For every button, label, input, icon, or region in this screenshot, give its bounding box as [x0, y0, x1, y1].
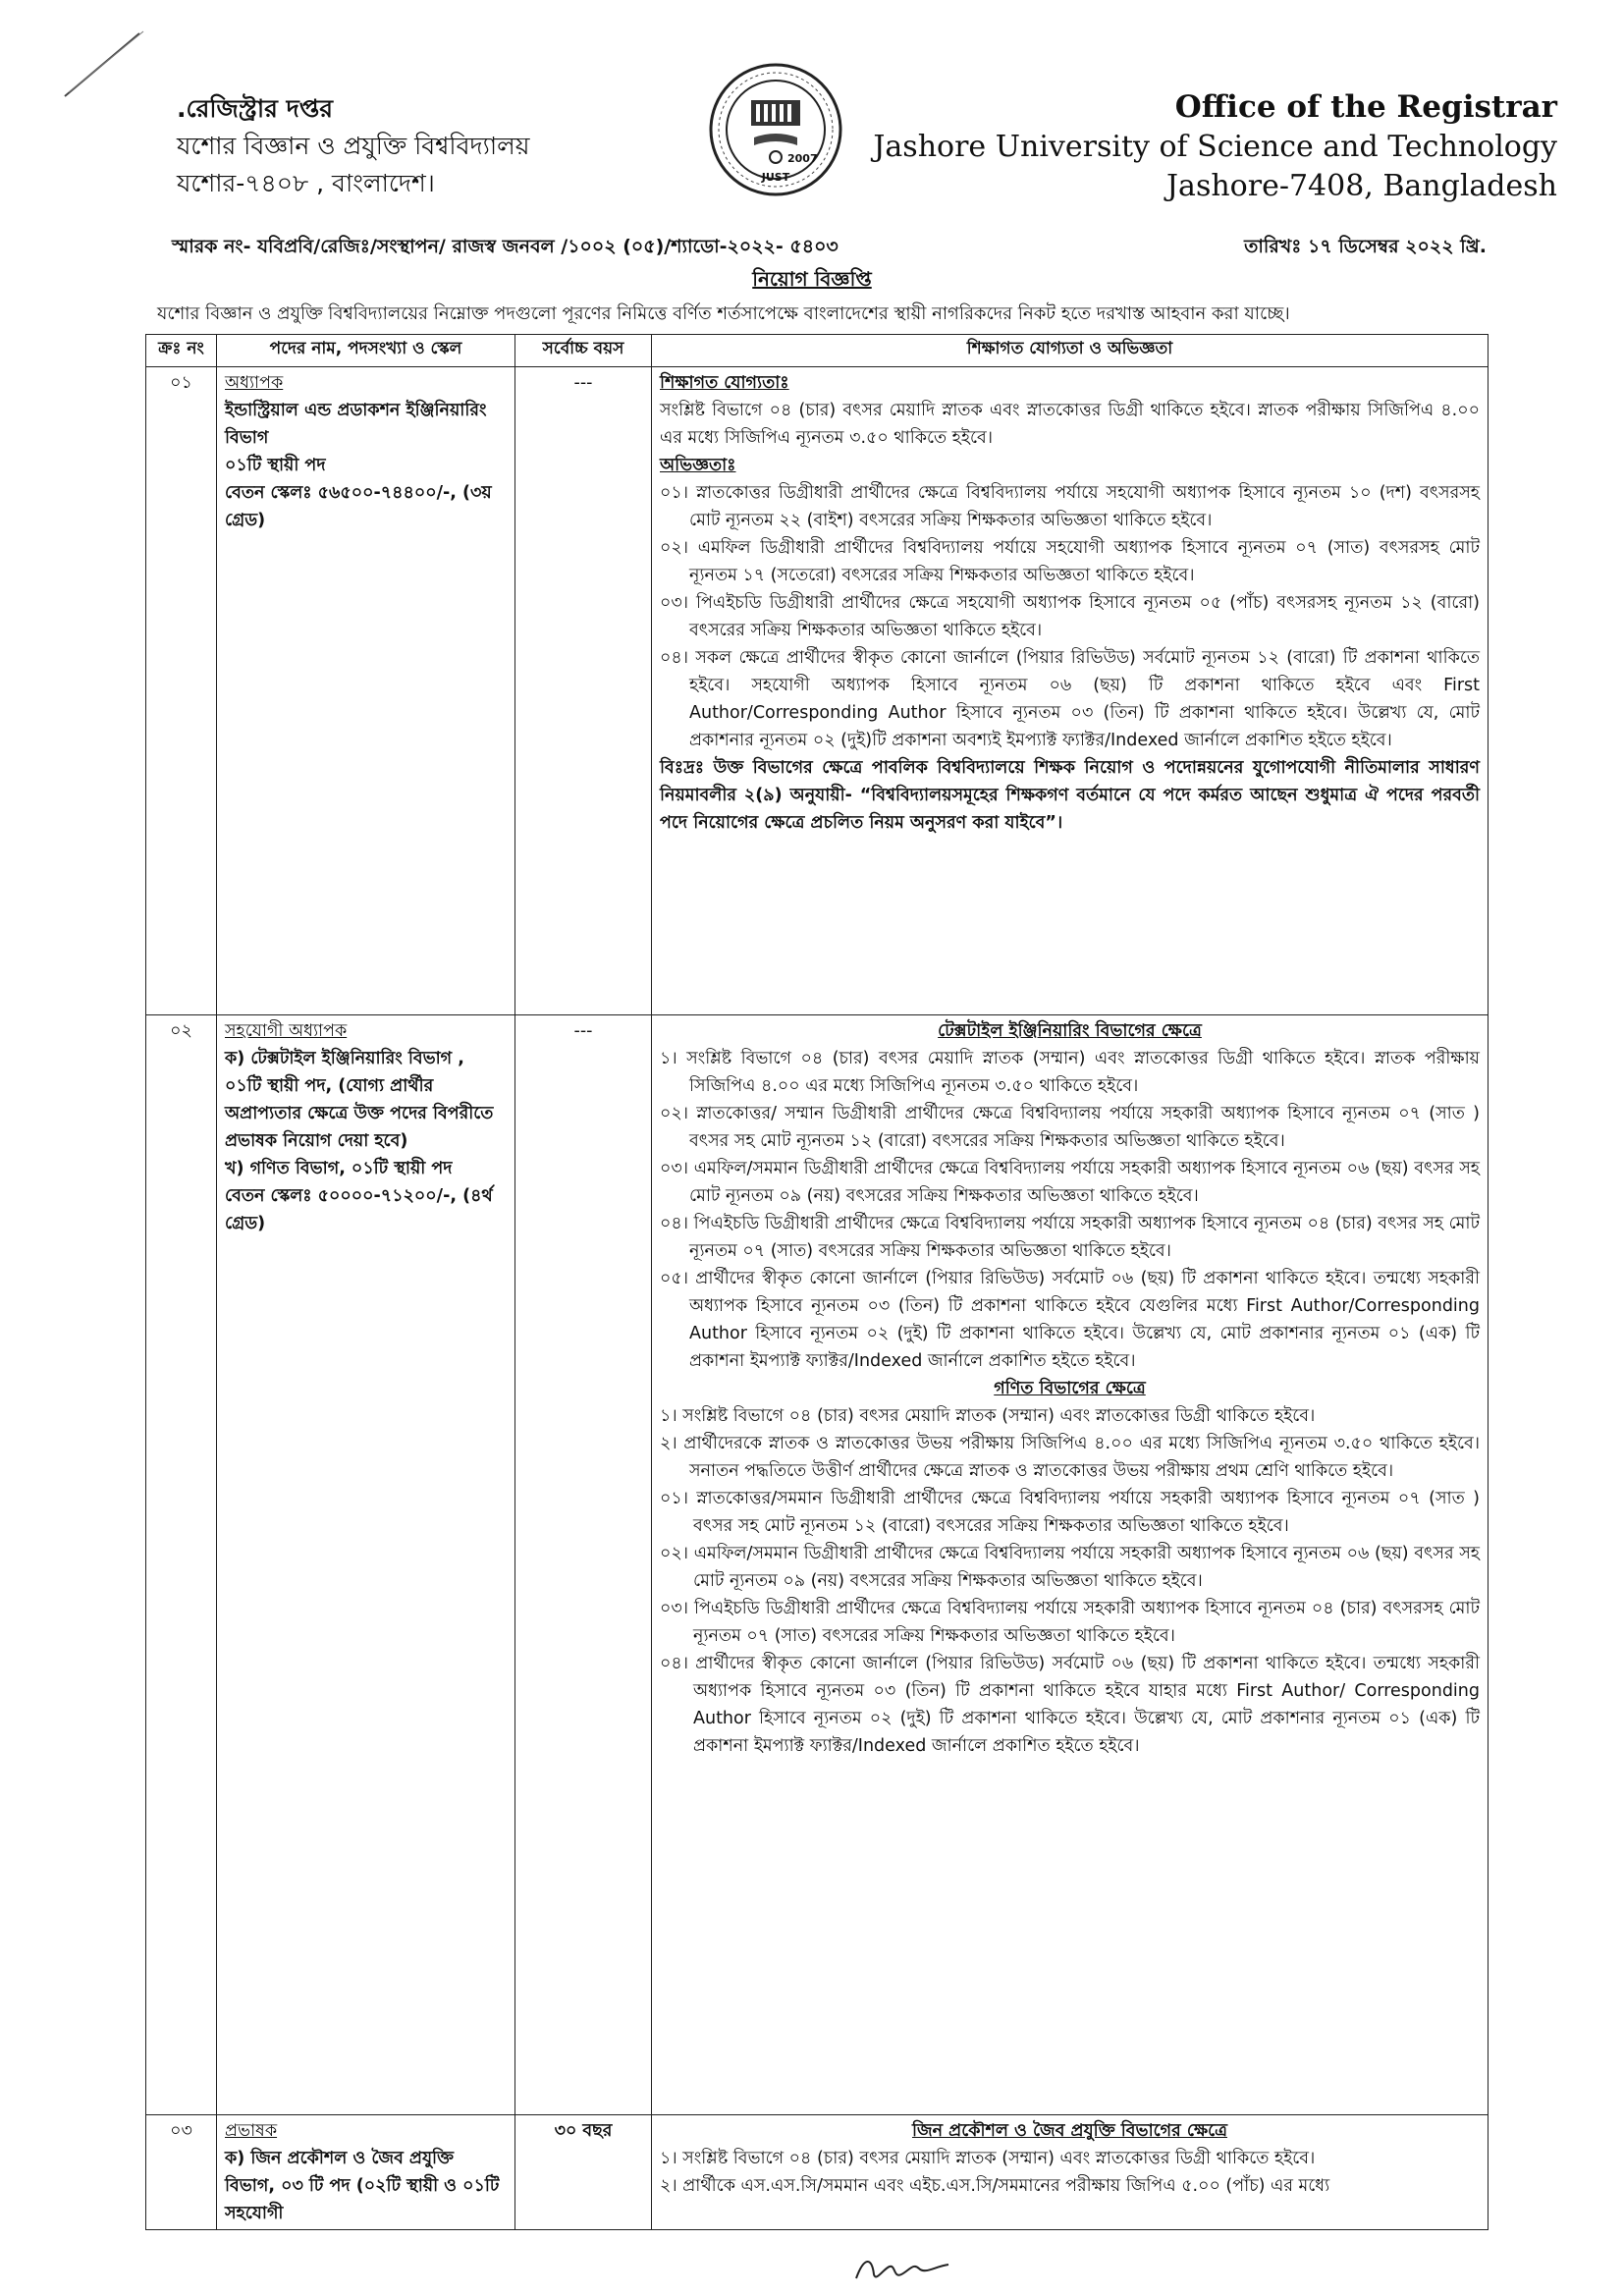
section-heading: টেক্সটাইল ইঞ্জিনিয়ারিং বিভাগের ক্ষেত্রে — [938, 1021, 1202, 1041]
requirement-item: ০২। এমফিল/সমমান ডিগ্রীধারী প্রার্থীদের ক্ষেত্রে বিশ্ববিদ্যালয় পর্যায়ে সহকারী অধ্যাপক হিসাবে ন্যূনতম ০৬ (ছয়) বৎসর সহ মোট ন্যূনতম ০৯ (নয়) বৎসরের সক্রিয় শিক্ষকতার অভিজ্ঞতা থাকিতে হইবে। — [660, 1544, 1480, 1591]
university-name-en: Jashore University of Science and Technology — [873, 130, 1557, 164]
experience-heading: অভিজ্ঞতাঃ — [660, 456, 736, 475]
row-serial: ০৩ — [146, 2115, 217, 2230]
table-row — [146, 2115, 1489, 2230]
header-serial: ক্রঃ নং — [146, 335, 217, 367]
post-department: খ) গণিত বিভাগ, ০১টি স্থায়ী পদ — [225, 1159, 453, 1178]
table-header-row — [146, 335, 1489, 367]
post-department: ক) জিন প্রকৌশল ও জৈব প্রযুক্তি বিভাগ, ০৩ টি পদ (০২টি স্থায়ী ও ০১টি সহযোগী — [225, 2149, 500, 2223]
logo-year: 2007 — [787, 152, 818, 165]
row-age: ৩০ বছর — [515, 2115, 652, 2230]
requirement-item: ০২। স্নাতকোত্তর/ সম্মান ডিগ্রীধারী প্রার্থীদের ক্ষেত্রে বিশ্ববিদ্যালয় পর্যায়ে সহকারী অধ্যাপক হিসাবে ন্যূনতম ০৭ (সাত ) বৎসর সহ মোট ন্যূনতম ১২ (বারো) বৎসরের সক্রিয় শিক্ষকতার অভিজ্ঞতা থাকিতে হইবে। — [660, 1104, 1480, 1151]
header-post: পদের নাম, পদসংখ্যা ও স্কেল — [217, 335, 515, 367]
post-title: সহযোগী অধ্যাপক — [225, 1021, 348, 1041]
university-address-bn: যশোর-৭৪০৮ , বাংলাদেশ। — [177, 169, 435, 197]
header-qualification: শিক্ষাগত যোগ্যতা ও অভিজ্ঞতা — [652, 335, 1489, 367]
requirement-item: ১। সংশ্লিষ্ট বিভাগে ০৪ (চার) বৎসর মেয়াদি স্নাতক (সম্মান) এবং স্নাতকোত্তর ডিগ্রী থাকিতে হইবে। স্নাতক পরীক্ষায় সিজিপিএ ৪.০০ এর মধ্যে সিজিপিএ ন্যূনতম ৩.৫০ থাকিতে হইবে। — [660, 1049, 1480, 1096]
office-name-en: Office of the Registrar — [1174, 89, 1557, 125]
table-row — [146, 1015, 1489, 2115]
experience-item: ০৩। পিএইচডি ডিগ্রীধারী প্রার্থীদের ক্ষেত্রে সহযোগী অধ্যাপক হিসাবে ন্যূনতম ০৫ (পাঁচ) বৎসরসহ ন্যূনতম ১২ (বারো) বৎসরের সক্রিয় শিক্ষকতার অভিজ্ঞতা থাকিতে হইবে। — [660, 593, 1480, 640]
experience-item: ০৪। সকল ক্ষেত্রে প্রার্থীদের স্বীকৃত কোনো জার্নালে (পিয়ার রিভিউড) সর্বমোট ন্যূনতম ১২ (বারো) টি প্রকাশনা থাকিতে হইবে। সহযোগী অধ্যাপক হিসাবে ন্যূনতম ০৬ (ছয়) টি প্রকাশনা থাকিতে হইবে এবং First Author/Corresponding Author হিসাবে ন্যূনতম ০৩ (তিন) টি প্রকাশনা থাকিতে হইবে। উল্লেখ্য যে, মোট প্রকাশনার ন্যূনতম ০২ (দুই)টি প্রকাশনা অবশ্যই ইমপ্যাক্ট ফ্যাক্টর/Indexed জার্নালে প্রকাশিত হইতে হইবে। — [660, 648, 1480, 750]
post-count: ০১টি স্থায়ী পদ — [225, 456, 326, 475]
requirement-item: ০৩। পিএইচডি ডিগ্রীধারী প্রার্থীদের ক্ষেত্রে বিশ্ববিদ্যালয় পর্যায়ে সহকারী অধ্যাপক হিসাবে ন্যূনতম ০৪ (চার) বৎসরসহ মোট ন্যূনতম ০৭ (সাত) বৎসরের সক্রিয় শিক্ষকতার অভিজ্ঞতা থাকিতে হইবে। — [660, 1599, 1480, 1646]
requirement-item: ২। প্রার্থীদেরকে স্নাতক ও স্নাতকোত্তর উভয় পরীক্ষায় সিজিপিএ ৪.০০ এর মধ্যে সিজিপিএ ন্যূনতম ৩.৫০ থাকিতে হইবে। সনাতন পদ্ধতিতে উত্তীর্ণ প্রার্থীদের ক্ষেত্রে স্নাতক ও স্নাতকোত্তর উভয় পরীক্ষায় প্রথম শ্রেণি থাকিতে হইবে। — [660, 1434, 1480, 1481]
section-heading: গণিত বিভাগের ক্ষেত্রে — [994, 1379, 1146, 1398]
post-salary-scale: বেতন স্কেলঃ ৫০০০০-৭১২০০/-, (৪র্থ গ্রেড) — [225, 1186, 493, 1233]
memo-date: তারিখঃ ১৭ ডিসেম্বর ২০২২ খ্রি. — [1244, 236, 1487, 257]
table-row — [146, 367, 1489, 1015]
post-cell — [217, 2115, 515, 2230]
requirement-item: ১। সংশ্লিষ্ট বিভাগে ০৪ (চার) বৎসর মেয়াদি স্নাতক (সম্মান) এবং স্নাতকোত্তর ডিগ্রী থাকিতে হইবে। — [660, 1406, 1316, 1426]
qualification-cell — [652, 367, 1489, 1015]
university-name-bn: যশোর বিজ্ঞান ও প্রযুক্তি বিশ্ববিদ্যালয় — [177, 132, 530, 160]
post-cell — [217, 1015, 515, 2115]
qualification-text: সংশ্লিষ্ট বিভাগে ০৪ (চার) বৎসর মেয়াদি স্নাতক এবং স্নাতকোত্তর ডিগ্রী থাকিতে হইবে। স্নাতক পরীক্ষায় সিজিপিএ ৪.০০ এর মধ্যে সিজিপিএ ন্যূনতম ৩.৫০ থাকিতে হইবে। — [660, 401, 1480, 448]
note-text: বিঃদ্রঃ উক্ত বিভাগের ক্ষেত্রে পাবলিক বিশ্ববিদ্যালয়ে শিক্ষক নিয়োগ ও পদোন্নয়নের যুগোপযোগী নীতিমালার সাধারণ নিয়মাবলীর ২(৯) অনুযায়ী- “বিশ্ববিদ্যালয়সমূহের শিক্ষকগণ বর্তমানে যে পদে কর্মরত আছেন শুধুমাত্র ঐ পদের পরবর্তী পদে নিয়োগের ক্ষেত্রে প্রচলিত নিয়ম অনুসরণ করা যাইবে”। — [660, 758, 1480, 833]
experience-item: ০১। স্নাতকোত্তর ডিগ্রীধারী প্রার্থীদের ক্ষেত্রে বিশ্ববিদ্যালয় পর্যায়ে সহযোগী অধ্যাপক হিসাবে ন্যূনতম ১০ (দশ) বৎসরসহ মোট ন্যূনতম ২২ (বাইশ) বৎসরের সক্রিয় শিক্ষকতার অভিজ্ঞতা থাকিতে হইবে। — [660, 483, 1480, 530]
office-name-bn: .রেজিস্ট্রার দপ্তর — [177, 94, 334, 123]
pen-stroke-mark — [61, 27, 149, 101]
row-serial: ০১ — [146, 367, 217, 1015]
requirement-item: ০১। স্নাতকোত্তর/সমমান ডিগ্রীধারী প্রার্থীদের ক্ষেত্রে বিশ্ববিদ্যালয় পর্যায়ে সহকারী অধ্যাপক হিসাবে ন্যূনতম ০৭ (সাত ) বৎসর সহ মোট ন্যূনতম ১২ (বারো) বৎসরের সক্রিয় শিক্ষকতার অভিজ্ঞতা থাকিতে হইবে। — [660, 1489, 1480, 1536]
row-serial: ০২ — [146, 1015, 217, 2115]
requirement-item: ১। সংশ্লিষ্ট বিভাগে ০৪ (চার) বৎসর মেয়াদি স্নাতক (সম্মান) এবং স্নাতকোত্তর ডিগ্রী থাকিতে হইবে। — [660, 2149, 1316, 2168]
post-salary-scale: বেতন স্কেলঃ ৫৬৫০০-৭৪৪০০/-, (৩য় গ্রেড) — [225, 483, 492, 530]
row-age: --- — [515, 1015, 652, 2115]
university-address-en: Jashore-7408, Bangladesh — [1166, 169, 1557, 203]
notice-title: নিয়োগ বিজ্ঞপ্তি — [752, 267, 872, 291]
post-title: অধ্যাপক — [225, 373, 284, 393]
post-cell — [217, 367, 515, 1015]
requirement-item: ০৪। প্রার্থীদের স্বীকৃত কোনো জার্নালে (পিয়ার রিভিউড) সর্বমোট ০৬ (ছয়) টি প্রকাশনা থাকিতে হইবে। তন্মধ্যে সহকারী অধ্যাপক হিসাবে ন্যূনতম ০৩ (তিন) টি প্রকাশনা থাকিতে হইবে যাহার মধ্যে First Author/ Corresponding Author হিসাবে ন্যূনতম ০২ (দুই) টি প্রকাশনা থাকিতে হইবে। উল্লেখ্য যে, মোট প্রকাশনার ন্যূনতম ০১ (এক) টি প্রকাশনা ইমপ্যাক্ট ফ্যাক্টর/Indexed জার্নালে প্রকাশিত হইতে হইবে। — [660, 1654, 1480, 1756]
header-age: সর্বোচ্চ বয়স — [515, 335, 652, 367]
memo-number: স্মারক নং- যবিপ্রবি/রেজিঃ/সংস্থাপন/ রাজস্ব জনবল /১০০২ (০৫)/শ্যাডো-২০২২- ৫৪০৩ — [172, 236, 839, 257]
row-age: --- — [515, 367, 652, 1015]
post-department: ক) টেক্সটাইল ইঞ্জিনিয়ারিং বিভাগ , ০১টি স্থায়ী পদ, (যোগ্য প্রার্থীর অপ্রাপ্যতার ক্ষেত্রে উক্ত পদের বিপরীতে প্রভাষক নিয়োগ দেয়া হবে) — [225, 1049, 494, 1151]
signature-mark — [850, 2249, 958, 2288]
experience-item: ০২। এমফিল ডিগ্রীধারী প্রার্থীদের বিশ্ববিদ্যালয় পর্যায়ে সহযোগী অধ্যাপক হিসাবে ন্যূনতম ০৭ (সাত) বৎসরসহ মোট ন্যূনতম ১৭ (সতেরো) বৎসরের সক্রিয় শিক্ষকতার অভিজ্ঞতা থাকিতে হইবে। — [660, 538, 1480, 585]
post-title: প্রভাষক — [225, 2121, 278, 2141]
recruitment-table — [145, 334, 1489, 2230]
notice-intro: যশোর বিজ্ঞান ও প্রযুক্তি বিশ্ববিদ্যালয়ের নিম্নোক্ত পদগুলো পূরণের নিমিত্তে বর্ণিত শর্তসাপেক্ষে বাংলাদেশের স্থায়ী নাগরিকদের নিকট হতে দরখাস্ত আহবান করা যাচ্ছে। — [157, 303, 1290, 324]
qualification-cell — [652, 1015, 1489, 2115]
section-heading: জিন প্রকৌশল ও জৈব প্রযুক্তি বিভাগের ক্ষেত্রে — [911, 2121, 1228, 2141]
requirement-item: ০৫। প্রার্থীদের স্বীকৃত কোনো জার্নালে (পিয়ার রিভিউড) সর্বমোট ০৬ (ছয়) টি প্রকাশনা থাকিতে হইবে। তন্মধ্যে সহকারী অধ্যাপক হিসাবে ন্যূনতম ০৩ (তিন) টি প্রকাশনা থাকিতে হইবে যেগুলির মধ্যে First Author/Corresponding Author হিসাবে ন্যূনতম ০২ (দুই) টি প্রকাশনা থাকিতে হইবে। উল্লেখ্য যে, মোট প্রকাশনার ন্যূনতম ০১ (এক) টি প্রকাশনা ইমপ্যাক্ট ফ্যাক্টর/Indexed জার্নালে প্রকাশিত হইতে হইবে। — [660, 1269, 1480, 1371]
requirement-item: ০৪। পিএইচডি ডিগ্রীধারী প্রার্থীদের ক্ষেত্রে বিশ্ববিদ্যালয় পর্যায়ে সহকারী অধ্যাপক হিসাবে ন্যূনতম ০৪ (চার) বৎসর সহ মোট ন্যূনতম ০৭ (সাত) বৎসরের সক্রিয় শিক্ষকতার অভিজ্ঞতা থাকিতে হইবে। — [660, 1214, 1480, 1261]
logo-abbr: JUST — [761, 171, 790, 184]
requirement-item: ২। প্রার্থীকে এস.এস.সি/সমমান এবং এইচ.এস.সি/সমমানের পরীক্ষায় জিপিএ ৫.০০ (পাঁচ) এর মধ্যে — [660, 2176, 1330, 2196]
qualification-cell — [652, 2115, 1489, 2230]
post-department: ইন্ডাস্ট্রিয়াল এন্ড প্রডাকশন ইঞ্জিনিয়ারিং বিভাগ — [225, 401, 487, 448]
qualification-heading: শিক্ষাগত যোগ্যতাঃ — [660, 373, 789, 393]
university-logo — [707, 61, 844, 198]
requirement-item: ০৩। এমফিল/সমমান ডিগ্রীধারী প্রার্থীদের ক্ষেত্রে বিশ্ববিদ্যালয় পর্যায়ে সহকারী অধ্যাপক হিসাবে ন্যূনতম ০৬ (ছয়) বৎসর সহ মোট ন্যূনতম ০৯ (নয়) বৎসরের সক্রিয় শিক্ষকতার অভিজ্ঞতা থাকিতে হইবে। — [660, 1159, 1480, 1206]
